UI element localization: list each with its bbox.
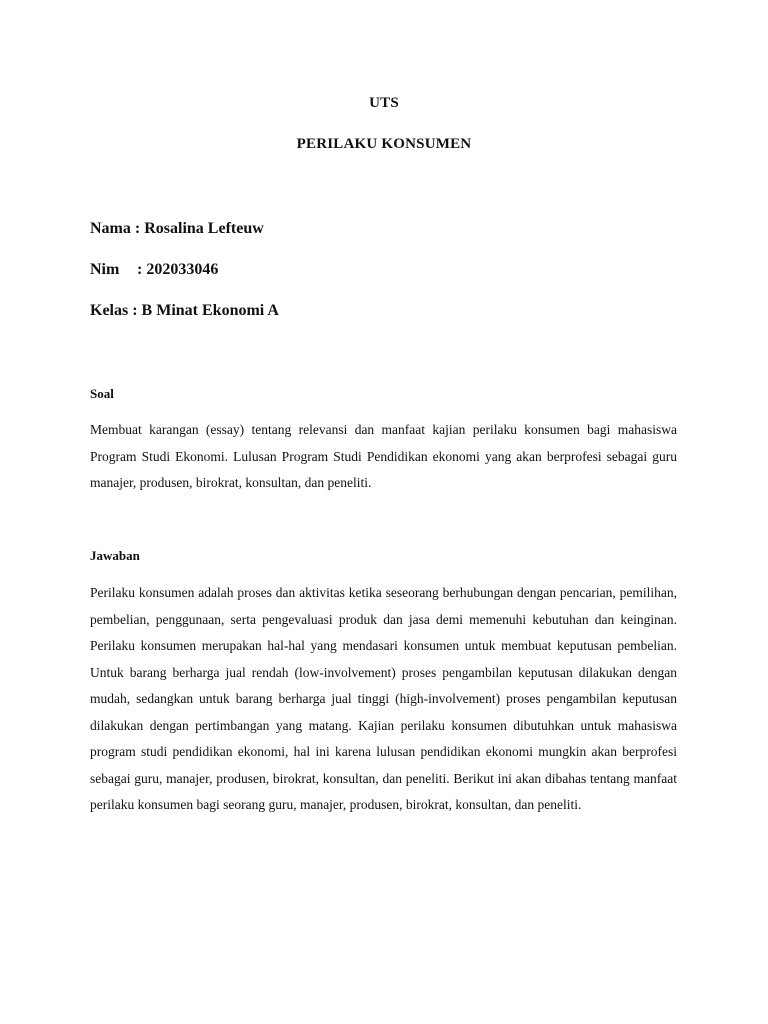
document-subtitle: PERILAKU KONSUMEN [296, 136, 472, 152]
soal-paragraph: Membuat karangan (essay) tentang relevansi dan manfaat kajian perilaku konsumen bagi mahasiswa Program Studi Ekonomi. Lulusan Program Studi Pendidikan ekonomi yang akan berprofesi sebagai guru manajer, produsen, birokrat, konsultan, dan peneliti. [90, 422, 677, 490]
nama-value: : Rosalina Lefteuw [134, 220, 264, 237]
info-kelas [90, 302, 279, 320]
jawaban-heading: Jawaban [90, 548, 140, 563]
soal-heading: Soal [90, 386, 114, 401]
kelas-label: Kelas [90, 302, 129, 319]
nim-label: Nim [90, 261, 120, 278]
kelas-value: : B Minat Ekonomi A [128, 302, 279, 319]
nama-label: Nama [90, 220, 131, 237]
info-nama [90, 220, 264, 238]
jawaban-paragraph: Perilaku konsumen adalah proses dan aktivitas ketika seseorang berhubungan dengan pencarian, pemilihan, pembelian, penggunaan, serta pengevaluasi produk dan jasa demi memenuhi kebutuhan dan keinginan. Perilaku konsumen merupakan hal-hal yang mendasari konsumen untuk membuat keputusan pembelian. Untuk barang berharga jual rendah (low-involvement) proses pengambilan keputusan dilakukan dengan mudah, sedangkan untuk barang berharga jual tinggi (high-involvement) proses pengambilan keputusan dilakukan dengan pertimbangan yang matang. Kajian perilaku konsumen dibutuhkan untuk mahasiswa program studi pendidikan ekonomi, hal ini karena lulusan pendidikan ekonomi mungkin akan berprofesi sebagai guru, manajer, produsen, birokrat, konsultan, dan peneliti. Berikut ini akan dibahas tentang manfaat perilaku konsumen bagi seorang guru, manajer, produsen, birokrat, konsultan, dan peneliti. [90, 585, 677, 812]
nim-value: : 202033046 [137, 261, 219, 278]
info-nim [90, 261, 218, 279]
document-title: UTS [369, 95, 399, 111]
